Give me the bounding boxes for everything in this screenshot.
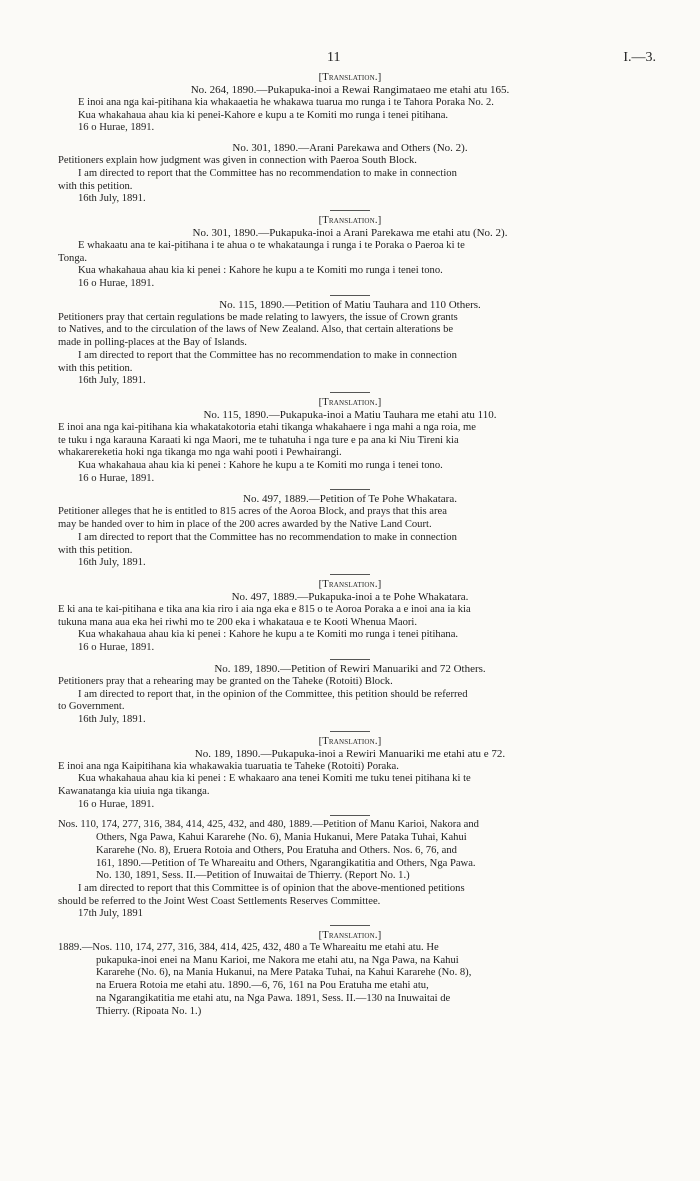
petition-heading: No. 301, 1890.—Arani Parekawa and Others (No. 2). bbox=[232, 142, 468, 155]
body-line: I am directed to report that the Committee has no recommendation to make in connection bbox=[78, 167, 457, 179]
body-line: I am directed to report that this Committee is of opinion that the above-mentioned petitions bbox=[78, 882, 465, 894]
body-line: with this petition. bbox=[58, 180, 133, 192]
body-line: to Natives, and to the circulation of the laws of New Zealand. Also, that certain alterations be bbox=[58, 324, 454, 336]
petition-section bbox=[58, 819, 642, 926]
petition-section bbox=[58, 663, 642, 732]
body-line: Kua whakahaua ahau kia ki penei-Kahore e kupu a te Komiti mo runga i tenei pitihana. bbox=[78, 109, 449, 121]
body-line: Kararehe (No. 8), Eruera Rotoia and Others, Pou Eratuha and Others. Nos. 6, 76, and bbox=[96, 844, 457, 856]
translation-label: [Translation.] bbox=[318, 72, 382, 83]
section-divider bbox=[330, 574, 370, 575]
petition-section bbox=[58, 214, 642, 296]
body-line: Kua whakahaua ahau kia ki penei : Kahore he kupu a te Komiti mo runga i tenei tono. bbox=[78, 460, 443, 472]
body-line: na Eruera Rotoia me etahi atu. 1890.—6, 76, 161 na Pou Eratuha me etahi atu, bbox=[96, 980, 429, 992]
body-line: 161, 1890.—Petition of Te Whareaitu and Others, Ngarangikatitia and Others, Nga Pawa. bbox=[96, 857, 476, 869]
date-line: 16 o Hurae, 1891. bbox=[78, 798, 155, 810]
translation-label: [Translation.] bbox=[318, 735, 382, 747]
date-line: 16th July, 1891. bbox=[78, 193, 146, 205]
date-line: 16th July, 1891. bbox=[78, 557, 146, 569]
translation-label: [Translation.] bbox=[318, 214, 382, 226]
body-line: I am directed to report that the Committee has no recommendation to make in connection bbox=[78, 349, 457, 361]
section-divider bbox=[330, 210, 370, 211]
petition-section bbox=[58, 396, 642, 491]
petition-heading: No. 189, 1890.—Pukapuka-inoi a Rewiri Manuariki me etahi atu e 72. bbox=[194, 747, 506, 760]
body-line: made in polling-places at the Bay of Islands. bbox=[58, 337, 247, 349]
petition-section bbox=[58, 578, 642, 660]
section-divider bbox=[330, 925, 370, 926]
body-line: Others, Nga Pawa, Kahui Kararehe (No. 6), Mania Hukanui, Mere Pataka Tuhai, Kahui bbox=[96, 832, 467, 844]
body-line: should be referred to the Joint West Coast Settlements Reserves Committee. bbox=[58, 895, 381, 907]
date-line: 16th July, 1891. bbox=[78, 375, 146, 387]
body-line: E inoi ana nga Kaipitihana kia whakawakia tuaruatia te Taheke (Rotoiti) Poraka. bbox=[58, 760, 399, 772]
body-line: Petitioners pray that certain regulations be made relating to lawyers, the issue of Crown grants bbox=[58, 311, 458, 323]
body-line: te tuku i nga karauna Karaati ki nga Maori, me te tuhatuha i nga ture e pa ana ki Niu Tireni kia bbox=[58, 434, 459, 446]
petition-section bbox=[58, 735, 642, 817]
body-line: E whakaatu ana te kai-pitihana i te ahua o te whakataunga i runga i te Poraka o Paeroa ki te bbox=[78, 239, 465, 251]
petition-heading: No. 497, 1889.—Pukapuka-inoi a te Pohe Whakatara. bbox=[231, 590, 469, 603]
body-line: Kua whakahaua ahau kia ki penei : Kahore he kupu a te Komiti mo runga i tenei pitihana. bbox=[78, 629, 459, 641]
body-line: Nos. 110, 174, 277, 316, 384, 414, 425, 432, and 480, 1889.—Petition of Manu Karioi, Nakora and bbox=[58, 819, 479, 831]
petition-heading: No. 189, 1890.—Petition of Rewiri Manuariki and 72 Others. bbox=[214, 662, 486, 675]
body-line: I am directed to report that, in the opinion of the Committee, this petition should be referred bbox=[78, 688, 468, 700]
petition-section bbox=[58, 142, 642, 211]
translation-label: [Translation.] bbox=[318, 578, 382, 590]
body-line: Petitioner alleges that he is entitled to 815 acres of the Aoroa Block, and prays that this area bbox=[58, 506, 447, 518]
translation-label: [Translation.] bbox=[318, 396, 382, 408]
body-line: whakarereketia hoki nga tikanga mo nga wahi pooti i Pewhairangi. bbox=[58, 447, 342, 459]
petition-section bbox=[58, 929, 642, 1018]
body-line: to Government. bbox=[58, 701, 125, 713]
body-line: Kararehe (No. 6), na Mania Hukanui, na Mere Pataka Tuhai, na Kahui Kararehe (No. 8), bbox=[96, 967, 472, 979]
petition-heading: No. 301, 1890.—Pukapuka-inoi a Arani Parekawa me etahi atu (No. 2). bbox=[192, 226, 508, 239]
body-line: E ki ana te kai-pitihana e tika ana kia riro i aia nga eka e 815 o te Aoroa Poraka a e inoi ana ia kia bbox=[58, 603, 471, 615]
page-number: 11 bbox=[327, 50, 341, 65]
translation-label: [Translation.] bbox=[318, 930, 382, 942]
petition-section bbox=[58, 493, 642, 575]
section-divider bbox=[330, 392, 370, 393]
petitions-content bbox=[58, 71, 642, 1018]
section-divider bbox=[330, 731, 370, 732]
petition-heading: No. 115, 1890.—Petition of Matiu Tauhara and 110 Others. bbox=[219, 298, 481, 311]
body-line: I am directed to report that the Committee has no recommendation to make in connection bbox=[78, 531, 457, 543]
body-line: Kawanatanga kia uiuia nga tikanga. bbox=[58, 786, 210, 798]
body-line: No. 130, 1891, Sess. II.—Petition of Inuwaitai de Thierry. (Report No. 1.) bbox=[96, 870, 410, 882]
body-line: 1889.—Nos. 110, 174, 277, 316, 384, 414, 425, 432, 480 a Te Whareaitu me etahi atu. He bbox=[58, 942, 439, 954]
body-line: with this petition. bbox=[58, 362, 133, 374]
date-line: 16 o Hurae, 1891. bbox=[78, 642, 155, 654]
section-divider bbox=[330, 659, 370, 660]
date-line: 16 o Hurae, 1891. bbox=[78, 122, 155, 134]
section-divider bbox=[330, 815, 370, 816]
body-line: Thierry. (Ripoata No. 1.) bbox=[96, 1005, 202, 1017]
body-line: E inoi ana nga kai-pitihana kia whakatakotoria etahi tikanga whakahaere i nga mahi a nga roia, me bbox=[58, 421, 476, 433]
date-line: 16 o Hurae, 1891. bbox=[78, 472, 155, 484]
body-line: na Ngarangikatitia me etahi atu, na Nga Pawa. 1891, Sess. II.—130 na Inuwaitai de bbox=[96, 992, 451, 1004]
petition-section bbox=[58, 299, 642, 393]
section-divider bbox=[330, 489, 370, 490]
petition-heading: No. 115, 1890.—Pukapuka-inoi a Matiu Tauhara me etahi atu 110. bbox=[203, 408, 497, 421]
petition-heading: No. 264, 1890.—Pukapuka-inoi a Rewai Rangimataeo me etahi atu 165. bbox=[190, 84, 510, 96]
document-reference: I.—3. bbox=[623, 50, 656, 65]
petition-heading: No. 497, 1889.—Petition of Te Pohe Whakatara. bbox=[243, 493, 457, 506]
body-line: Petitioners pray that a rehearing may be granted on the Taheke (Rotoiti) Block. bbox=[58, 675, 393, 687]
body-line: Tonga. bbox=[58, 252, 87, 264]
date-line: 16th July, 1891. bbox=[78, 713, 146, 725]
section-divider bbox=[330, 295, 370, 296]
petition-section bbox=[58, 71, 642, 135]
body-line: Petitioners explain how judgment was given in connection with Paeroa South Block. bbox=[58, 155, 417, 167]
body-line: with this petition. bbox=[58, 544, 133, 556]
date-line: 17th July, 1891 bbox=[78, 908, 143, 920]
body-line: pukapuka-inoi enei na Manu Karioi, me Nakora me etahi atu, na Nga Pawa, na Kahui bbox=[96, 954, 459, 966]
body-line: tukuna mana aua eka hei riwhi mo te 200 eka i whakataua e te Kooti Whenua Maori. bbox=[58, 616, 417, 628]
body-line: Kua whakahaua ahau kia ki penei : E whakaaro ana tenei Komiti me tuku tenei pitihana ki te bbox=[78, 773, 471, 785]
body-line: Kua whakahaua ahau kia ki penei : Kahore he kupu a te Komiti mo runga i tenei tono. bbox=[78, 265, 443, 277]
body-line: may be handed over to him in place of the 200 acres awarded by the Native Land Court. bbox=[58, 519, 432, 531]
body-line: E inoi ana nga kai-pitihana kia whakaaetia he whakawa tuarua mo runga i te Tahora Poraka No. 2. bbox=[78, 97, 494, 108]
date-line: 16 o Hurae, 1891. bbox=[78, 278, 155, 290]
